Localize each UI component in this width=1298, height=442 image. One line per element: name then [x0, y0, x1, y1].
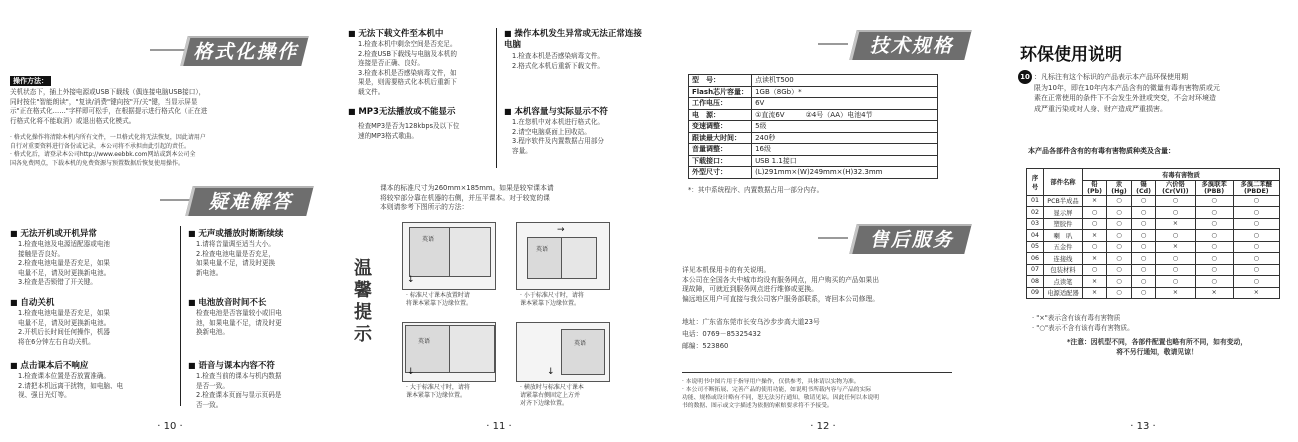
spec-row [689, 121, 938, 133]
column-divider [496, 28, 497, 168]
diagram-caption: · 标准尺寸课本放置时请 将课本紧靠下边缘位置。 [406, 292, 473, 307]
row-cell: ○ [1195, 218, 1233, 230]
section-body: 检查MP3是否为128kbps及以下位 速的MP3格式歌曲。 [358, 122, 460, 140]
row-cell: ○ [1132, 276, 1156, 288]
row-cell: × [1083, 253, 1107, 265]
row-part: PCB半成品 [1044, 195, 1083, 207]
row-cell: ○ [1107, 253, 1132, 265]
spec-key: 音量调整： [689, 144, 752, 156]
config-note: *注意：因机型不同，各部件配置也略有所不同，如有变动， 将不另行通知，敬请见谅！ [1066, 338, 1248, 356]
table-row [1027, 276, 1280, 288]
spec-value: 5级 [752, 121, 938, 133]
banner-rule [160, 199, 190, 201]
company-phone: 电话：0769－85325432 [682, 330, 762, 338]
textbook-right-page [449, 325, 495, 373]
section-title: ■ 电池放音时间不长 [188, 297, 266, 309]
row-cell: ○ [1083, 207, 1107, 219]
banner-rule [818, 237, 848, 239]
row-cell: ○ [1195, 264, 1233, 276]
row-no: 07 [1027, 264, 1044, 276]
col-substance: 六价铬 (Cr(VI)) [1156, 180, 1196, 195]
banner-rule [818, 43, 848, 45]
diagram-smaller [516, 222, 610, 290]
row-cell: × [1156, 241, 1196, 253]
textbook-right-page [449, 227, 491, 277]
eco-title: 环保使用说明 [1020, 45, 1122, 65]
textbook-left-page [409, 227, 451, 277]
spec-key: 型 号： [689, 75, 752, 87]
row-cell: × [1083, 230, 1107, 242]
banner-flag [849, 30, 971, 60]
row-no: 05 [1027, 241, 1044, 253]
row-no: 01 [1027, 195, 1044, 207]
spec-banner [818, 30, 968, 58]
row-cell: ○ [1233, 253, 1279, 265]
company-postcode: 邮编：523860 [682, 342, 729, 350]
section-title: ■ 点击课本后不响应 [10, 360, 88, 372]
row-cell: ○ [1132, 253, 1156, 265]
section-body: 1.在您机中对本机进行格式化。 2.请空电脑桌面上回收站。 3.程序软件及内置数据占用部分 容量。 [512, 118, 605, 155]
textbook-right-page [561, 237, 597, 279]
row-cell: ○ [1156, 230, 1196, 242]
col-part: 部件名称 [1044, 169, 1083, 196]
table-row [1027, 287, 1280, 299]
footnote-rule [682, 372, 952, 373]
row-cell: ○ [1107, 195, 1132, 207]
column-divider [180, 226, 181, 406]
section-body: 1.请将音量调至适当大小。 2.检查电池电量是否充足， 如果电量不足，请及时更换 新电池。 [196, 240, 276, 277]
row-cell: ○ [1195, 241, 1233, 253]
row-cell: × [1083, 276, 1107, 288]
row-cell: ○ [1107, 241, 1132, 253]
diagram-caption: · 小于标准尺寸时，请将 课本紧靠下边缘位置。 [520, 292, 584, 307]
row-cell: ○ [1156, 276, 1196, 288]
arrow-down-icon: ↓ [407, 367, 415, 377]
disclaimer-footnote: · 本说明书中图片用于指导用户操作，仅供参考，具体请以实物为准。 · 本公司不断拓展、完善产品的使用功能，如说明书所载内容与产品的实际 功能、规格或设计略有不同，恕无法另行通知，敬请见谅。因此任何以本说明 书的数据、图示或文字描述为依据的索赔要求将不予接受。 [682, 379, 880, 409]
col-substance: 多溴二苯醚 (PBDE) [1233, 180, 1279, 195]
spec-row [689, 144, 938, 156]
service-banner [818, 224, 968, 252]
diagram-standard [402, 222, 496, 290]
service-banner-title: 售后服务 [869, 229, 954, 251]
section-body: 1.检查电池电量是否充足，如果 电量不足，请及时更换新电池。 2.开机后长时间任何操作，机器 将在6分钟左右自动关机。 [18, 309, 111, 346]
row-cell: ○ [1233, 207, 1279, 219]
row-cell: ○ [1156, 207, 1196, 219]
page-number: · 13 · [1130, 421, 1156, 432]
row-cell: ○ [1233, 230, 1279, 242]
row-no: 02 [1027, 207, 1044, 219]
spec-value: 6V [752, 98, 938, 110]
row-cell: ○ [1156, 264, 1196, 276]
row-cell: ○ [1107, 207, 1132, 219]
row-cell: ○ [1233, 276, 1279, 288]
textbook-left-page [405, 325, 451, 373]
spec-row [689, 109, 938, 121]
spec-row [689, 86, 938, 98]
row-cell: ○ [1233, 241, 1279, 253]
col-substance: 多溴联苯 (PBB) [1195, 180, 1233, 195]
row-cell: ○ [1107, 264, 1132, 276]
row-no: 03 [1027, 218, 1044, 230]
row-cell: ○ [1107, 287, 1132, 299]
spec-banner-title: 技术规格 [869, 35, 954, 57]
service-text: 详见本机保用卡的有关说明。 本公司在全国各大中城市均设有服务网点，用户购买的产品如果出 现故障，可就近到服务网点进行维修或更换。 偏远地区用户可直接与我公司客户服务部联系，寄回本公司修理。 [682, 266, 880, 303]
textbook-label: 英语 [536, 246, 549, 253]
spec-table [688, 74, 938, 179]
section-title: ■ 无法下载文件至本机中 [348, 28, 443, 40]
textbook-label: 英语 [418, 338, 431, 345]
row-cell: ○ [1233, 218, 1279, 230]
row-no: 04 [1027, 230, 1044, 242]
row-cell: ○ [1195, 195, 1233, 207]
row-part: 电源适配器 [1044, 287, 1083, 299]
textbook-size-intro: 课本的标准尺寸为260mm×185mm。如果是较窄课本请 将较窄部分靠在机器的右侧，并压平课本。对于较宽的课 本则请参考下图所示的方法： [380, 184, 554, 211]
row-cell: × [1156, 287, 1196, 299]
spec-key: 外型尺寸： [689, 167, 752, 179]
row-no: 09 [1027, 287, 1044, 299]
table-row [1027, 230, 1280, 242]
row-cell: × [1083, 195, 1107, 207]
spec-key: 变速调整： [689, 121, 752, 133]
row-cell: × [1156, 218, 1196, 230]
section-title: ■ 无法开机或开机异常 [10, 228, 97, 240]
format-banner-title: 格式化操作 [193, 41, 299, 63]
manual-page-12 [658, 0, 988, 442]
format-note: · 格式化操作将清除本机内所有文件，一旦格式化将无法恢复，因此请用户 自行对重要资料进行备份或记录，本公司将不承担由此引起的责任。 · 格式化后，请登录本公司http://www.eebbk.com网站或到本公司全 国各免费网点，下载本机的免费资源与预置数据后恢复使用操作。 [10, 134, 206, 167]
spec-row [689, 98, 938, 110]
row-cell: ○ [1195, 230, 1233, 242]
row-cell: × [1233, 287, 1279, 299]
spec-key: 电 源： [689, 109, 752, 121]
diagram-landscape [516, 322, 610, 382]
row-cell: ○ [1083, 241, 1107, 253]
arrow-down-icon: ↓ [547, 367, 555, 377]
row-cell: ○ [1156, 253, 1196, 265]
spec-value: 1GB（8Gb）* [752, 86, 938, 98]
row-cell: ○ [1195, 276, 1233, 288]
row-cell: ○ [1132, 241, 1156, 253]
manual-page-11 [340, 0, 658, 442]
page-number: · 10 · [157, 421, 183, 432]
row-part: 喇 叭 [1044, 230, 1083, 242]
spec-row [689, 167, 938, 179]
arrow-down-icon: ↓ [407, 275, 415, 285]
hazard-table [1026, 168, 1280, 299]
legend-cross: · "×"表示含有该有毒有害物质 [1032, 314, 1121, 322]
row-cell: ○ [1132, 207, 1156, 219]
row-cell: ○ [1107, 276, 1132, 288]
section-title: ■ MP3无法播放或不能显示 [348, 106, 455, 118]
row-no: 08 [1027, 276, 1044, 288]
col-substance: 汞 (Hg) [1107, 180, 1132, 195]
spec-note: *：其中系统程序、内置数据占用一部分内存。 [688, 186, 824, 194]
table-row [1027, 264, 1280, 276]
method-text: 关机状态下，插上外接电源或USB下载线（偶连接电脑USB接口）， 同时按住"智能朗读"，"复读/消费"键向按"开/关"键，当显示屏显 示"正在格式化……"字样即可松手，在根据提示进行格式化（正在进 行格式化将不能取消）或退出格式化模式。 [10, 88, 208, 125]
textbook-right-page [561, 329, 605, 375]
spec-value: USB 1.1接口 [752, 155, 938, 167]
textbook-label: 英语 [574, 340, 587, 347]
section-title: ■ 操作本机发生异常或无法正常连接电脑 [504, 28, 644, 51]
row-cell: ○ [1132, 287, 1156, 299]
row-cell: ○ [1107, 218, 1132, 230]
trouble-banner-title: 疑难解答 [208, 191, 293, 213]
trouble-banner [160, 186, 310, 214]
spec-row [689, 132, 938, 144]
format-banner [150, 36, 305, 64]
col-substance: 镉 (Cd) [1132, 180, 1156, 195]
col-substance: 铅 (Pb) [1083, 180, 1107, 195]
section-body: 1.检查课本位置是否放置准确。 2.请把本机远离干扰物，如电脑、电 视、强日光灯等。 [18, 372, 124, 399]
row-no: 06 [1027, 253, 1044, 265]
table-row [1027, 253, 1280, 265]
col-no: 序 号 [1027, 169, 1044, 196]
row-cell: × [1083, 287, 1107, 299]
spec-row [689, 75, 938, 87]
row-part: 点读笔 [1044, 276, 1083, 288]
diagram-caption: · 大于标准尺寸时，请将 课本紧靠下边缘位置。 [406, 384, 470, 399]
banner-flag [180, 36, 308, 66]
row-part: 五金件 [1044, 241, 1083, 253]
diagram-caption: · 横放时与标准尺寸课本 请紧靠右侧固定上方并 对齐下边缘位置。 [520, 384, 584, 407]
banner-flag [849, 224, 971, 254]
row-part: 连接线 [1044, 253, 1083, 265]
manual-page-13 [988, 0, 1298, 442]
spec-value: 240秒 [752, 132, 938, 144]
vertical-tip-title: 温馨提示 [354, 258, 372, 345]
hazard-table-title: 本产品各部件含有的有毒有害物质种类及含量： [1028, 147, 1175, 155]
diagram-larger [402, 322, 496, 382]
row-cell: ○ [1195, 253, 1233, 265]
arrow-right-icon: → [557, 225, 565, 235]
legend-circle: · "○"表示不含有该有毒有害物质。 [1032, 324, 1134, 332]
section-body: 检查电池是否容量较小或旧电 池，如果电量不足，请及时更 换新电池。 [196, 309, 282, 336]
row-cell: × [1195, 287, 1233, 299]
section-body: 1.检查电池及电源适配器或电池 接触是否良好。 2.检查电池电量是否充足，如果 电量不足，请及时更换新电池。 3.检查是否锁错了开关键。 [18, 240, 111, 286]
row-part: 包装材料 [1044, 264, 1083, 276]
section-title: ■ 无声或播放时断断续续 [188, 228, 283, 240]
row-cell: ○ [1132, 230, 1156, 242]
spec-key: 工作电压： [689, 98, 752, 110]
spec-row [689, 155, 938, 167]
spec-value: ①直流6V ②4号（AA）电池4节 [752, 109, 938, 121]
row-cell: ○ [1132, 264, 1156, 276]
section-title: ■ 本机容量与实际显示不符 [504, 106, 608, 118]
row-cell: ○ [1132, 195, 1156, 207]
section-body: 1.检查当前的课本与机内数据 是否一致。 2.检查课本页面与显示页码是 否一致。 [196, 372, 282, 409]
row-cell: ○ [1083, 264, 1107, 276]
row-cell: ○ [1156, 195, 1196, 207]
row-cell: ○ [1233, 264, 1279, 276]
manual-page-10 [0, 0, 340, 442]
table-row [1027, 207, 1280, 219]
spec-value: 16级 [752, 144, 938, 156]
row-cell: ○ [1233, 195, 1279, 207]
row-cell: ○ [1132, 218, 1156, 230]
row-cell: ○ [1195, 207, 1233, 219]
section-body: 1.检查本机中剩余空间是否充足。 2.检查USB下载线与电脑及本机的 连接是否正确、良好。 3.检查本机是否感染病毒文件，如 果是，则需要格式化本机后重新下 载文件。 [358, 40, 457, 96]
table-row [1027, 218, 1280, 230]
section-title: ■ 语音与课本内容不符 [188, 360, 275, 372]
col-hazard-group: 有毒有害物质 [1083, 169, 1280, 181]
spec-key: 跟读最大时间： [689, 132, 752, 144]
spec-key: Flash芯片容量： [689, 86, 752, 98]
company-address: 地址：广东省东莞市长安乌沙步步高大道23号 [682, 318, 820, 326]
textbook-left-page [527, 237, 563, 279]
spec-value: 点读机T500 [752, 75, 938, 87]
row-part: 塑胶件 [1044, 218, 1083, 230]
section-body: 1.检查本机是否感染病毒文件。 2.格式化本机后重新下载文件。 [512, 52, 605, 70]
page-number: · 12 · [810, 421, 836, 432]
page-number: · 11 · [486, 421, 512, 432]
row-part: 显示屏 [1044, 207, 1083, 219]
spec-key: 下载接口： [689, 155, 752, 167]
table-row [1027, 195, 1280, 207]
textbook-label: 英语 [422, 236, 435, 243]
row-cell: ○ [1107, 230, 1132, 242]
row-cell: ○ [1083, 218, 1107, 230]
eco-period-icon: 10 [1018, 70, 1032, 84]
banner-flag [185, 186, 313, 216]
eco-intro: ：凡标注有这个标识的产品表示本产品环保使用期 限为10年，即在10年内本产品含有的微量有毒有害物质或元 素在正常使用的条件下不会发生外泄或突变，不会对环境造 成严重污染或对人身、财产造成严重损害。 [1034, 73, 1220, 113]
spec-value: (L)291mm×(W)249mm×(H)32.3mm [752, 167, 938, 179]
section-title: ■ 自动关机 [10, 297, 54, 309]
table-row [1027, 241, 1280, 253]
method-tag: 操作方法： [10, 76, 51, 86]
